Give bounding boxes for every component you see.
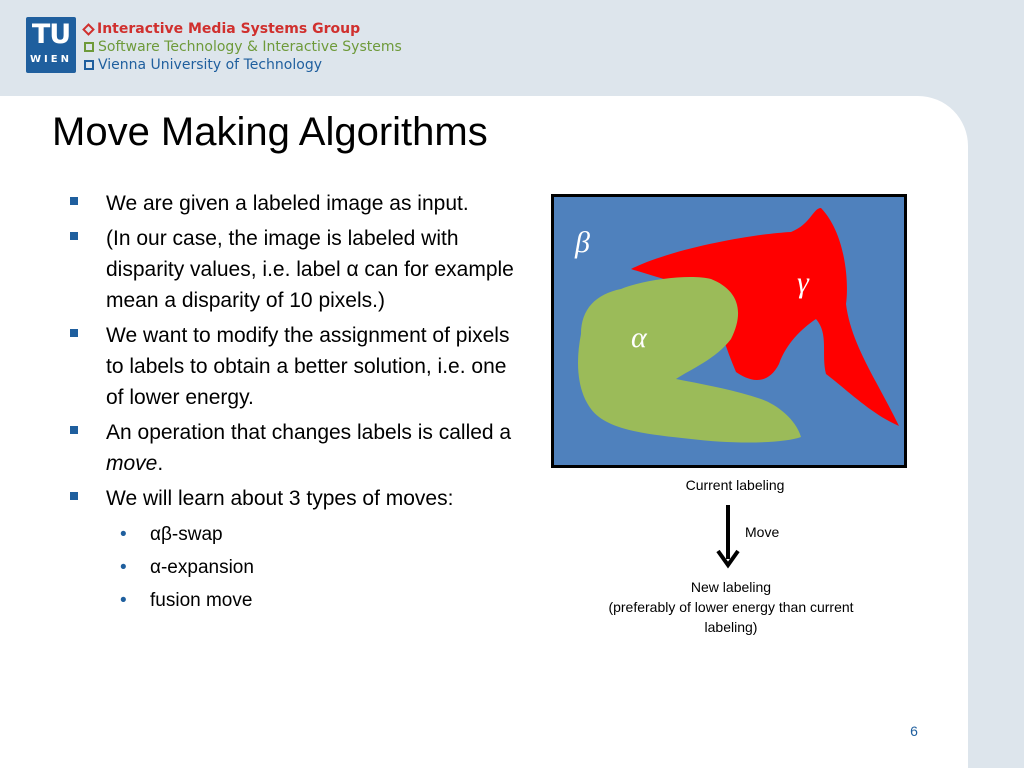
move-arrow-icon (714, 503, 742, 569)
bullet-text: We want to modify the assignment of pixels to labels to obtain a better solution, i.e. one of lower energy. (106, 324, 510, 409)
gamma-label: γ (797, 266, 809, 299)
new-labeling-caption-line2: (preferably of lower energy than current (608, 599, 854, 615)
alpha-label: α (631, 321, 647, 354)
slide-title: Move Making Algorithms (52, 110, 488, 154)
bullet-text-end: . (157, 452, 164, 475)
sub-bullet-text: fusion move (150, 590, 253, 611)
square-icon (84, 42, 94, 52)
dot-bullet-icon: • (120, 590, 127, 611)
beta-label: β (575, 226, 590, 259)
square-bullet-icon (70, 492, 78, 500)
new-labeling-caption-line3: labeling) (704, 619, 758, 635)
bullet-text: We will learn about 3 types of moves: (106, 487, 454, 510)
org-line-group-text: Interactive Media Systems Group (97, 21, 361, 37)
page-number: 6 (910, 723, 918, 739)
square-bullet-icon (70, 329, 78, 337)
square-icon (84, 60, 94, 70)
sub-bullet-item (68, 518, 528, 551)
sub-bullet-item (68, 584, 528, 617)
org-line-institute (84, 38, 402, 56)
dot-bullet-icon: • (120, 557, 127, 578)
bullet-text: (In our case, the image is labeled with disparity values, i.e. label α can for example mean a disparity of 10 pixels.) (106, 227, 514, 312)
organization-lines (84, 20, 402, 74)
new-labeling-caption (575, 577, 887, 637)
bullet-italic-text: move (106, 452, 158, 475)
tu-wien-logo (26, 17, 76, 73)
move-label: Move (745, 524, 780, 540)
bullet-text: We are given a labeled image as input. (106, 192, 469, 215)
bullet-list (68, 188, 528, 617)
current-labeling-caption: Current labeling (685, 477, 785, 493)
square-bullet-icon (70, 426, 78, 434)
org-line-group (84, 20, 402, 38)
square-bullet-icon (70, 232, 78, 240)
org-line-institute-text: Software Technology & Interactive Systems (98, 39, 402, 55)
diamond-icon (82, 23, 95, 36)
sub-bullet-text: α-expansion (150, 557, 254, 578)
bullet-item (68, 483, 486, 514)
bullet-item (68, 417, 526, 479)
bullet-text: An operation that changes labels is called a (106, 421, 512, 444)
logo-bottom-text: WIEN (30, 54, 72, 65)
bullet-item (68, 188, 526, 219)
sub-bullet-item (68, 551, 528, 584)
dot-bullet-icon: • (120, 524, 127, 545)
square-bullet-icon (70, 197, 78, 205)
header (0, 0, 1024, 96)
org-line-university-text: Vienna University of Technology (98, 57, 322, 73)
sub-bullet-text: αβ-swap (150, 524, 223, 545)
bullet-item (68, 223, 526, 316)
labeling-figure (551, 194, 907, 468)
org-line-university (84, 56, 402, 74)
logo-top-text: TU (31, 19, 71, 50)
new-labeling-caption-line1: New labeling (690, 579, 772, 595)
bullet-item (68, 320, 526, 413)
